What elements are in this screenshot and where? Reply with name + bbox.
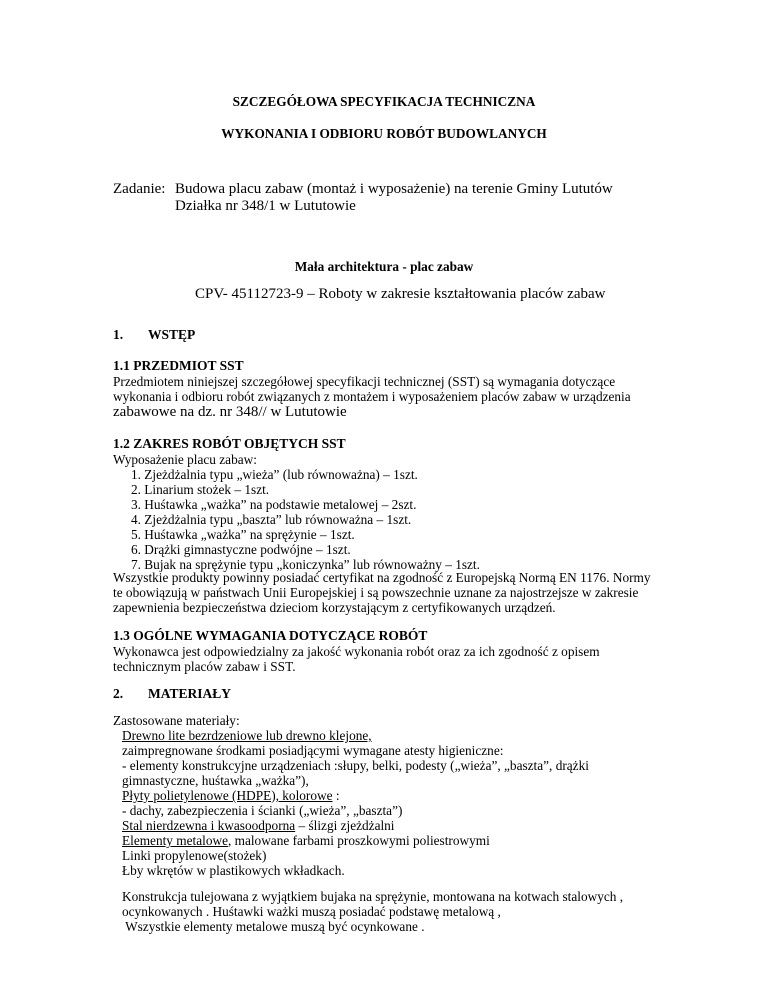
list-item: 4. Zjeżdżalnia typu „baszta” lub równoważna – 1szt. [131,512,412,527]
paragraph-line: te obowiązują w państwach Unii Europejskiej i są powszechnie uznane za najostrzejsze w zakresie [113,585,639,600]
paragraph-line: technicznym placów zabaw i SST. [113,659,296,674]
equipment-intro: Wyposażenie placu zabaw: [113,452,257,467]
equipment-list [131,467,480,572]
task-line-1: Budowa placu zabaw (montaż i wyposażenie) na terenie Gminy Lututów [175,181,613,197]
list-item: 7. Bujak na sprężynie typu „koniczynka” lub równoważny – 1szt. [131,557,480,572]
material-hdpe-suffix: : [332,788,340,803]
paragraph-line: Konstrukcja tulejowana z wyjątkiem bujaka na sprężynie, montowana na kotwach stalowych , [122,889,624,904]
list-item: 5. Huśtawka „ważka” na sprężynie – 1szt. [131,527,355,542]
section-2-title: MATERIAŁY [148,686,232,701]
paragraph-line: Przedmiotem niniejszej szczegółowej specyfikacji technicznej (SST) są wymagania dotyczące [113,374,616,389]
materials-intro: Zastosowane materiały: [113,713,240,728]
paragraph-line: Wszystkie elementy metalowe muszą być ocynkowane . [122,919,425,934]
material-metal-suffix: , malowane farbami proszkowymi poliestrowymi [227,833,490,848]
material-line: Łby wkrętów w plastikowych wkładkach. [122,863,345,878]
material-line: - dachy, zabezpieczenia i ścianki („wieża”, „baszta”) [122,803,403,818]
paragraph-line: Wszystkie produkty powinny posiadać certyfikat na zgodność z Europejską Normą EN 1176. Normy [113,570,651,585]
task-label: Zadanie: [113,181,166,197]
list-item: 2. Linarium stożek – 1szt. [131,482,270,497]
section-heading-architecture: Mała architektura - plac zabaw [294,259,474,274]
material-metal-heading: Elementy metalowe [122,833,228,848]
document-title: SZCZEGÓŁOWA SPECYFIKACJA TECHNICZNA [232,94,536,109]
material-hdpe-heading: Płyty polietylenowe (HDPE), kolorowe [122,788,333,803]
list-item: 3. Huśtawka „ważka” na podstawie metalowej – 2szt. [131,497,417,512]
material-line: - elementy konstrukcyjne urządzeniach :słupy, belki, podesty („wieża”, „baszta”, drążki [122,758,589,773]
list-item: 6. Drążki gimnastyczne podwójne – 1szt. [131,542,351,557]
paragraph-line: ocynkowanych . Huśtawki ważki muszą posiadać podstawę metalową , [122,904,501,919]
materials-list [122,728,589,878]
material-metal [122,833,589,848]
list-item: 1. Zjeżdżalnia typu „wieża” (lub równoważna) – 1szt. [131,467,418,482]
section-1-number: 1. [113,327,124,342]
subsection-1-3-title: 1.3 OGÓLNE WYMAGANIA DOTYCZĄCE ROBÓT [113,628,428,643]
paragraph-line: zapewnienia bezpieczeństwa dzieciom korzystającym z certyfikowanych urządzeń. [113,600,556,615]
material-line: Linki propylenowe(stożek) [122,848,267,863]
paragraph-line: Wykonawca jest odpowiedzialny za jakość wykonania robót oraz za ich zgodność z opisem [113,644,600,659]
material-hdpe [122,788,589,803]
section-1-title: WSTĘP [148,327,196,342]
paragraph-line: wykonania i odbioru robót związanych z montażem i wyposażeniem placów zabaw w urządzenia [113,389,631,404]
cpv-code: CPV- 45112723-9 – Roboty w zakresie kształtowania placów zabaw [195,286,606,302]
material-steel [122,818,589,833]
material-line: gimnastyczne, huśtawka „ważka”), [122,773,309,788]
paragraph-line: zabawowe na dz. nr 348// w Lututowie [113,404,347,420]
subsection-1-1-title: 1.1 PRZEDMIOT SST [113,358,244,373]
material-steel-heading: Stal nierdzewna i kwasoodporna [122,818,296,833]
material-steel-suffix: – ślizgi zjeżdżalni [295,818,395,833]
task-line-2: Działka nr 348/1 w Lututowie [175,198,356,214]
section-2-number: 2. [113,686,124,701]
material-wood-heading: Drewno lite bezrdzeniowe lub drewno klejone, [122,728,372,743]
material-line: zaimpregnowane środkami posiadjącymi wymagane atesty higieniczne: [122,743,504,758]
document-subtitle: WYKONANIA I ODBIORU ROBÓT BUDOWLANYCH [221,126,547,141]
subsection-1-2-title: 1.2 ZAKRES ROBÓT OBJĘTYCH SST [113,436,346,451]
